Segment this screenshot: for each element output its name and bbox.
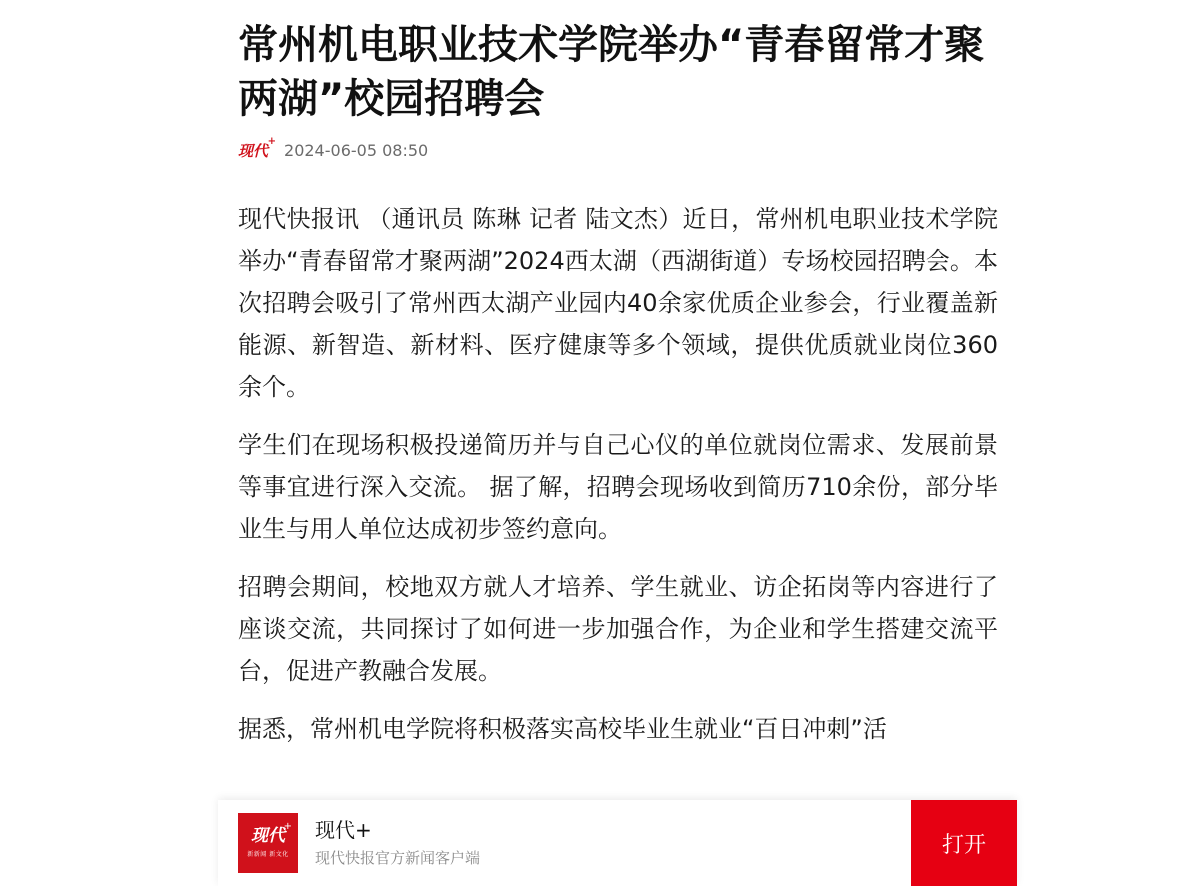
app-logo-plus: +	[283, 821, 292, 832]
app-info	[315, 817, 480, 869]
app-logo-subtext: 新新闻 新文化	[247, 851, 289, 858]
app-description: 现代快报官方新闻客户端	[315, 849, 481, 867]
article	[238, 18, 998, 766]
article-meta	[238, 135, 998, 162]
app-name: 现代+	[315, 818, 372, 842]
source-logo-text: 现代	[238, 141, 269, 160]
article-paragraph: 现代快报讯 （通讯员 陈琳 记者 陆文杰）近日，常州机电职业技术学院举办“青春留常才聚两湖”2024西太湖（西湖街道）专场校园招聘会。本次招聘会吸引了常州西太湖产业园内40余家优质企业参会，行业覆盖新能源、新智造、新材料、医疗健康等多个领域，提供优质就业岗位360余个。	[238, 205, 998, 401]
app-logo-text: 现代	[251, 826, 285, 846]
article-paragraph: 学生们在现场积极投递简历并与自己心仪的单位就岗位需求、发展前景等事宜进行深入交流。 据了解，招聘会现场收到简历710余份，部分毕业生与用人单位达成初步签约意向。	[238, 431, 998, 543]
article-paragraph: 招聘会期间，校地双方就人才培养、学生就业、访企拓岗等内容进行了座谈交流，共同探讨了如何进一步加强合作，为企业和学生搭建交流平台，促进产教融合发展。	[238, 573, 998, 685]
app-logo-icon	[238, 813, 298, 873]
article-title: 常州机电职业技术学院举办“青春留常才聚两湖”校园招聘会	[238, 22, 985, 122]
publish-date: 2024-06-05 08:50	[284, 140, 429, 160]
app-download-banner	[218, 800, 1017, 886]
source-logo	[238, 135, 277, 161]
open-app-button[interactable]: 打开	[911, 800, 1017, 886]
source-logo-plus: +	[267, 135, 277, 147]
article-paragraph: 据悉，常州机电学院将积极落实高校毕业生就业“百日冲刺”活	[238, 715, 887, 743]
article-body	[238, 198, 998, 750]
